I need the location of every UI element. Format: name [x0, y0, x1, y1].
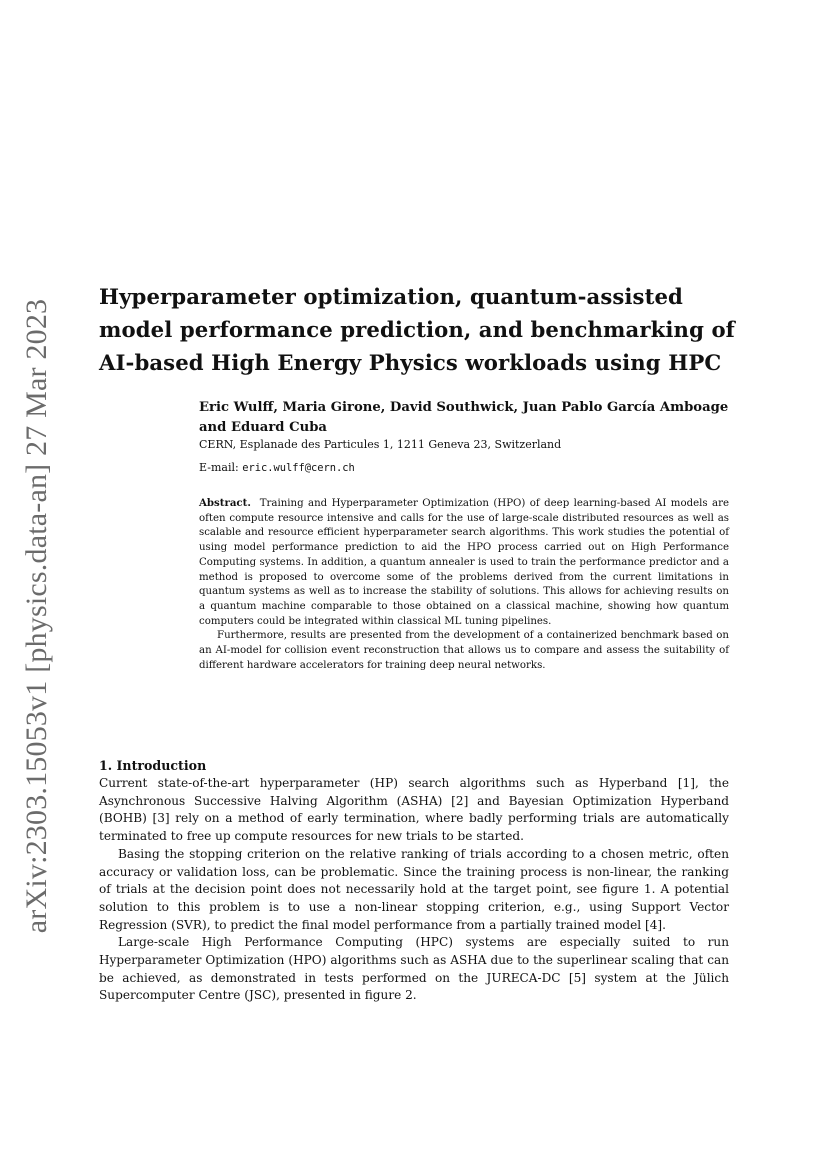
author-list: Eric Wulff, Maria Girone, David Southwick, Juan Pablo García Amboage and Eduard Cuba	[199, 400, 729, 435]
arxiv-identifier-stamp	[12, 298, 62, 933]
body-paragraph: Basing the stopping criterion on the relative ranking of trials according to a chosen metric, often accuracy or validation loss, can be problematic. Since the training process is non-linear, the ranking of trials at the decision point does not necessarily hold at the target point, see figure 1. A potential solution to this problem is to use a non-linear stopping criterion, e.g., using Support Vector Regression (SVR), to predict the final model performance from a partially trained model [4].	[99, 846, 729, 932]
abstract-paragraph-1-text: Training and Hyperparameter Optimization (HPO) of deep learning-based AI models are often compute resource intensive and calls for the use of large-scale distributed resources as well as scalable and resource efficient hyperparameter search algorithms. This work studies the potential of using model performance prediction to aid the HPO process carried out on High Performance Computing systems. In addition, a quantum annealer is used to train the performance predictor and a method is proposed to overcome some of the problems derived from the current limitations in quantum systems as well as to increase the stability of solutions. This allows for achieving results on a quantum machine comparable to those obtained on a classical machine, showing how quantum computers could be integrated within classical ML tuning pipelines.	[199, 498, 729, 627]
abstract-paragraph-1	[199, 496, 729, 629]
body-paragraph: Current state-of-the-art hyperparameter (HP) search algorithms such as Hyperband [1], the Asynchronous Successive Halving Algorithm (ASHA) [2] and Bayesian Optimization Hyperband (BOHB) [3] rely on a method of early termination, where badly performing trials are automatically terminated to free up compute resources for new trials to be started.	[99, 776, 729, 844]
arxiv-identifier-text: arXiv:2303.15053v1 [physics.data-an] 27 Mar 2023	[20, 298, 54, 933]
abstract	[199, 496, 729, 673]
contact-email	[199, 460, 759, 476]
affiliation: CERN, Esplanade des Particules 1, 1211 Geneva 23, Switzerland	[199, 438, 562, 451]
abstract-label: Abstract.	[199, 497, 251, 509]
email-address: eric.wulff@cern.ch	[242, 462, 355, 474]
introduction-body	[99, 775, 729, 1005]
body-paragraph: Large-scale High Performance Computing (HPC) systems are especially suited to run Hyperparameter Optimization (HPO) algorithms such as ASHA due to the superlinear scaling that can be achieved, as demonstrated in tests performed on the JURECA-DC [5] system at the Jülich Supercomputer Centre (JSC), presented in figure 2.	[99, 935, 729, 1003]
email-label: E-mail:	[199, 461, 239, 474]
paper-title: Hyperparameter optimization, quantum-assisted model performance prediction, and benchmarking of AI-based High Energy Physics workloads using HPC	[99, 284, 735, 375]
abstract-paragraph-2: Furthermore, results are presented from the development of a containerized benchmark based on an AI-model for collision event reconstruction that allows us to compare and assess the suitability of different hardware accelerators for training deep neural networks.	[199, 630, 729, 671]
section-heading-introduction: 1. Introduction	[99, 758, 207, 773]
